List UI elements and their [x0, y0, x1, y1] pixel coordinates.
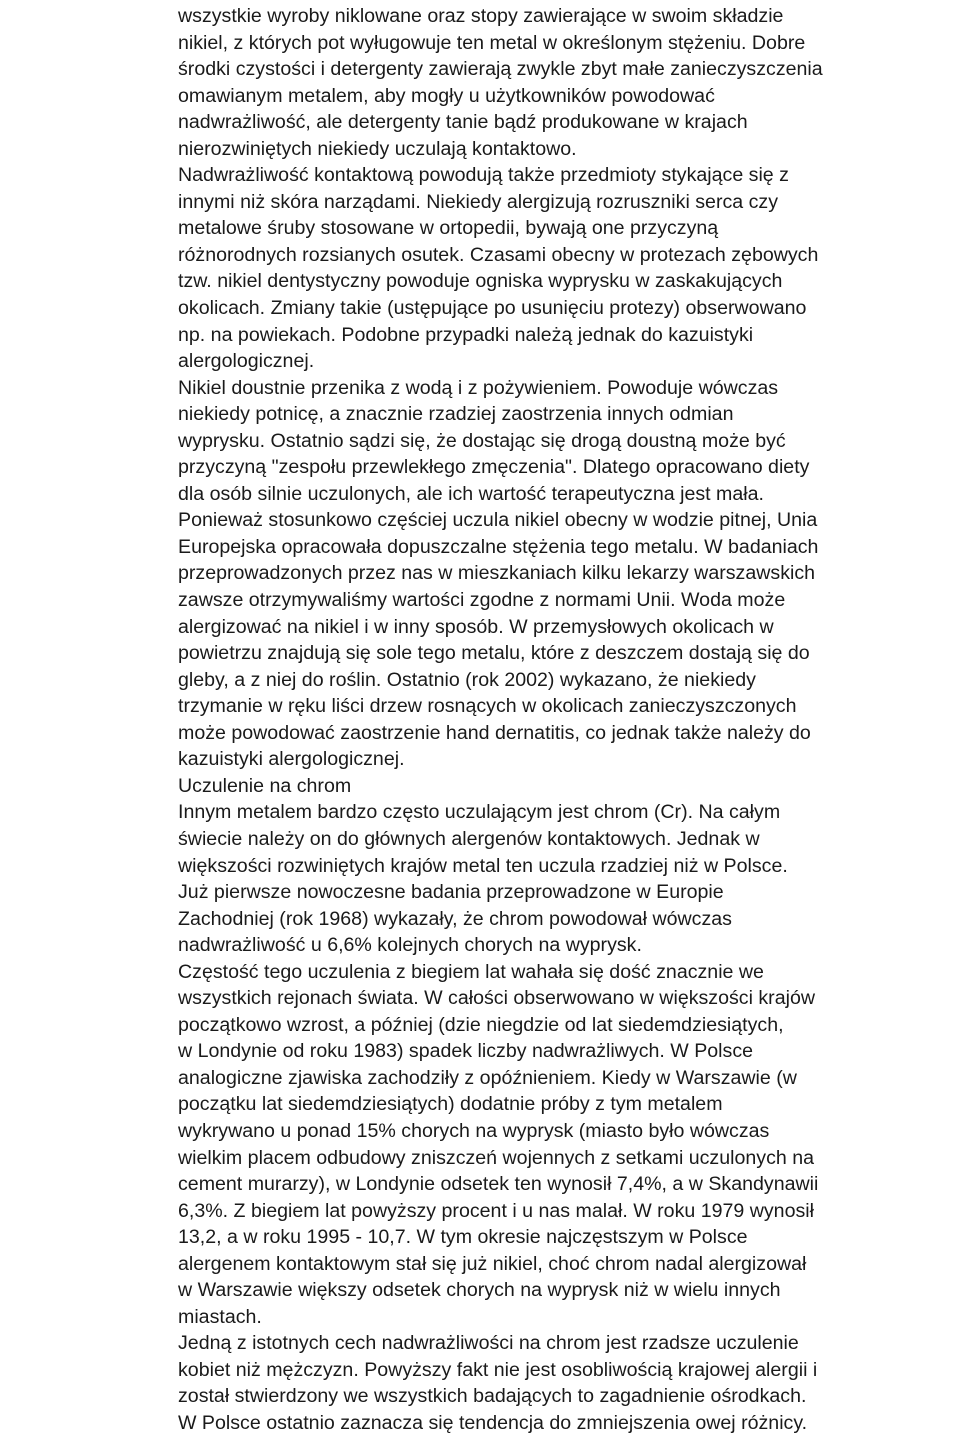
- text-line: np. na powiekach. Podobne przypadki należą jednak do kazuistyki: [178, 323, 754, 346]
- text-line: miastach.: [178, 1305, 262, 1328]
- text-line: nadwrażliwość u 6,6% kolejnych chorych na wyprysk.: [178, 934, 642, 957]
- text-line: przeprowadzonych przez nas w mieszkaniach kilku lekarzy warszawskich: [178, 562, 816, 585]
- text-line: 6,3%. Z biegiem lat powyższy procent i u nas malał. W roku 1979 wynosił: [178, 1199, 814, 1222]
- text-line: dla osób silnie uczulonych, ale ich wartość terapeutyczna jest mała.: [178, 482, 764, 505]
- text-line: powietrzu znajdują się sole tego metalu, które z deszczem dostają się do: [178, 642, 810, 665]
- text-line: został stwierdzony we wszystkich badających to zagadnienie ośrodkach.: [178, 1385, 807, 1408]
- document-page: [178, 3, 960, 1437]
- text-line: nadwrażliwość, ale detergenty tanie bądź produkowane w krajach: [178, 111, 748, 134]
- text-line: może powodować zaostrzenie hand dernatitis, co jednak także należy do: [178, 721, 811, 744]
- text-line: niekiedy potnicę, a znacznie rzadziej zaostrzenia innych odmian: [178, 403, 734, 426]
- text-line: kobiet niż mężczyzn. Powyższy fakt nie jest osobliwością krajowej alergii i: [178, 1358, 818, 1381]
- text-line: Jedną z istotnych cech nadwrażliwości na chrom jest rzadsze uczulenie: [178, 1332, 799, 1355]
- text-line: Europejska opracowała dopuszczalne stężenia tego metalu. W badaniach: [178, 535, 819, 558]
- text-line: gleby, a z niej do roślin. Ostatnio (rok 2002) wykazano, że niekiedy: [178, 668, 756, 691]
- text-line: wielkim placem odbudowy zniszczeń wojennych z setkami uczulonych na: [178, 1146, 815, 1169]
- text-line: tzw. nikiel dentystyczny powoduje ogniska wyprysku w zaskakujących: [178, 270, 783, 293]
- text-line: kazuistyki alergologicznej.: [178, 748, 405, 771]
- text-line: wszystkich rejonach świata. W całości obserwowano w większości krajów: [178, 987, 816, 1010]
- text-line: analogiczne zjawiska zachodziły z opóźnieniem. Kiedy w Warszawie (w: [178, 1066, 797, 1089]
- text-line: wszystkie wyroby niklowane oraz stopy zawierające w swoim składzie: [178, 5, 784, 27]
- text-line: w Warszawie większy odsetek chorych na wyprysk niż w wielu innych: [178, 1279, 781, 1302]
- text-line: 13,2, a w roku 1995 - 10,7. W tym okresie najczęstszym w Polsce: [178, 1226, 748, 1249]
- text-line: Już pierwsze nowoczesne badania przeprowadzone w Europie: [178, 881, 724, 904]
- text-line: alergenem kontaktowym stał się już nikiel, choć chrom nadal alergizował: [178, 1252, 807, 1275]
- text-line: Uczulenie na chrom: [178, 774, 352, 797]
- text-line: świecie należy on do głównych alergenów kontaktowych. Jednak w: [178, 827, 760, 850]
- text-line: Nadwrażliwość kontaktową powodują także przedmioty stykające się z: [178, 164, 789, 187]
- text-line: alergizować na nikiel i w inny sposób. W przemysłowych okolicach w: [178, 615, 774, 638]
- text-line: różnorodnych rozsianych osutek. Czasami obecny w protezach zębowych: [178, 243, 819, 266]
- text-line: Ponieważ stosunkowo częściej uczula nikiel obecny w wodzie pitnej, Unia: [178, 509, 818, 532]
- text-line: wykrywano u ponad 15% chorych na wyprysk (miasto było wówczas: [178, 1119, 770, 1142]
- text-line: W Polsce ostatnio zaznacza się tendencja do zmniejszenia owej różnicy.: [178, 1411, 808, 1434]
- text-line: okolicach. Zmiany takie (ustępujące po usunięciu protezy) obserwowano: [178, 297, 807, 320]
- text-line: Częstość tego uczulenia z biegiem lat wahała się dość znacznie we: [178, 960, 764, 983]
- text-line: środki czystości i detergenty zawierają zwykle zbyt małe zanieczyszczenia: [178, 58, 823, 81]
- text-line: Innym metalem bardzo często uczulającym jest chrom (Cr). Na całym: [178, 801, 781, 824]
- text-line: Nikiel doustnie przenika z wodą i z pożywieniem. Powoduje wówczas: [178, 376, 779, 399]
- text-line: zawsze otrzymywaliśmy wartości zgodne z normami Unii. Woda może: [178, 589, 786, 612]
- text-line: nikiel, z których pot wyługowuje ten metal w określonym stężeniu. Dobre: [178, 31, 806, 54]
- text-line: Zachodniej (rok 1968) wykazały, że chrom powodował wówczas: [178, 907, 732, 930]
- text-line: początkowo wzrost, a później (dzie niegdzie od lat siedemdziesiątych,: [178, 1013, 784, 1036]
- text-line: w Londynie od roku 1983) spadek liczby nadwrażliwych. W Polsce: [178, 1040, 754, 1063]
- text-line: trzymanie w ręku liści drzew rosnących w okolicach zanieczyszczonych: [178, 695, 797, 718]
- text-line: wyprysku. Ostatnio sądzi się, że dostając się drogą doustną może być: [178, 429, 786, 452]
- text-line: przyczyną "zespołu przewlekłego zmęczenia". Dlatego opracowano diety: [178, 456, 810, 479]
- text-line: metalowe śruby stosowane w ortopedii, bywają one przyczyną: [178, 217, 719, 240]
- text-line: omawianym metalem, aby mogły u użytkowników powodować: [178, 84, 715, 107]
- text-line: alergologicznej.: [178, 350, 315, 373]
- text-line: większości rozwiniętych krajów metal ten uczula rzadziej niż w Polsce.: [178, 854, 788, 877]
- text-line: innymi niż skóra narządami. Niekiedy alergizują rozruszniki serca czy: [178, 190, 779, 213]
- text-line: początku lat siedemdziesiątych) dodatnie próby z tym metalem: [178, 1093, 723, 1116]
- text-line: cement murarzy), w Londynie odsetek ten wynosił 7,4%, a w Skandynawii: [178, 1173, 819, 1196]
- text-line: nierozwiniętych niekiedy uczulają kontaktowo.: [178, 137, 577, 160]
